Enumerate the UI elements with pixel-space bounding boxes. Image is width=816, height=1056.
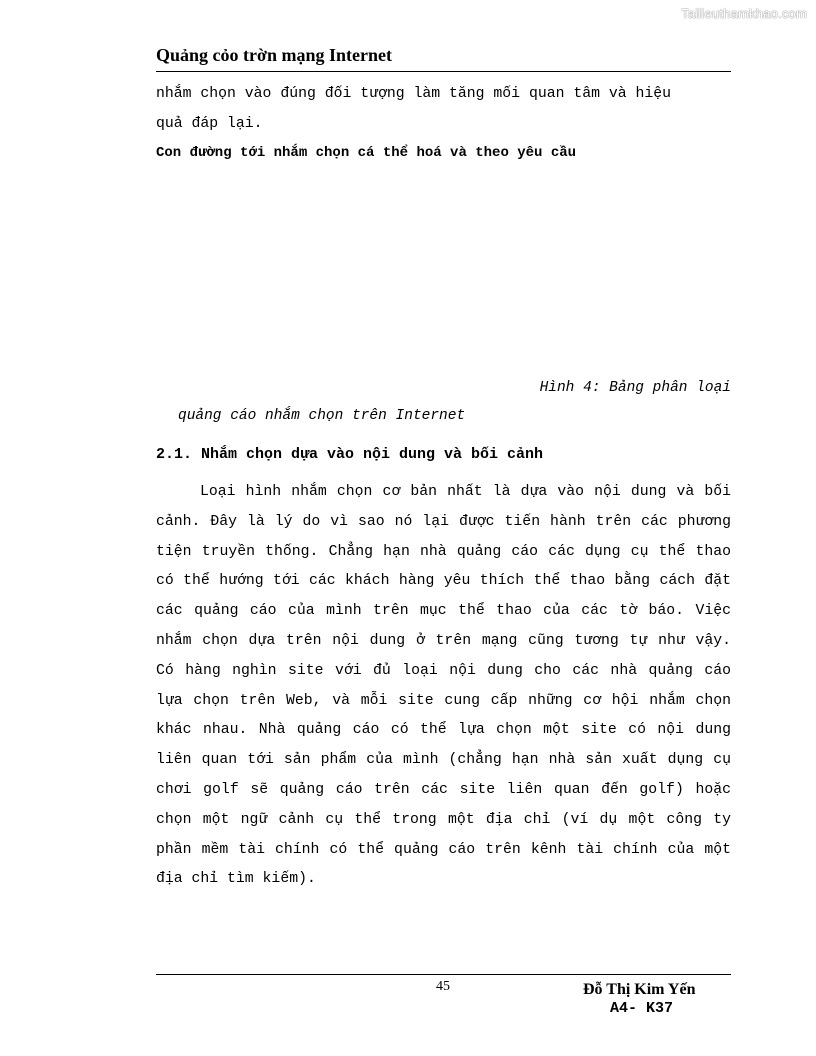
intro-line-2: quả đáp lại. xyxy=(156,115,263,132)
intro-line-1: nhắm chọn vào đúng đối tượng làm tăng mối quan tâm và hiệu xyxy=(156,86,672,102)
section-paragraph: Loại hình nhắm chọn cơ bản nhất là dựa vào nội dung và bối cảnh. Đây là lý do vì sao nó lại được tiến hành trên các phương tiện truyền thống. Chẳng hạn nhà quảng cáo các dụng cụ thể thao có thể hướng tới các khách hàng yêu thích thể thao bằng cách đặt các quảng cáo của mình trên mục thể thao của các tờ báo. Việc nhắm chọn dựa trên nội dung ở trên mạng cũng tương tự như vậy. Có hàng nghìn site với đủ loại nội dung cho các nhà quảng cáo lựa chọn trên Web, và mỗi site cung cấp những cơ hội nhắm chọn khác nhau. Nhà quảng cáo có thể lựa chọn một site có nội dung liên quan tới sản phẩm của mình (chẳng hạn nhà sản xuất dụng cụ chơi golf sẽ quảng cáo trên các site liên quan đến golf) hoặc chọn một ngữ cảnh cụ thể trong một địa chỉ (ví dụ một công ty phần mềm tài chính có thể quảng cáo trên kênh tài chính của một địa chỉ tìm kiếm). xyxy=(156,484,731,888)
page-number: 45 xyxy=(436,979,450,994)
subheading: Con đường tới nhắm chọn cá thể hoá và theo yêu cầu xyxy=(156,145,577,161)
footer-rule xyxy=(156,974,731,975)
figure-placeholder xyxy=(156,172,731,372)
header-rule xyxy=(156,71,731,72)
author-name: Đỗ Thị Kim Yến xyxy=(583,981,696,998)
page-header-title: Quảng cỏo trờn mạng Internet xyxy=(156,45,392,65)
class-code: A4- K37 xyxy=(610,1000,674,1017)
watermark: Tailieuthamkhao.com xyxy=(681,6,807,21)
intro-paragraph xyxy=(156,80,731,140)
section-title: 2.1. Nhắm chọn dựa vào nội dung và bối cảnh xyxy=(156,446,544,463)
figure-caption-line-2: quảng cáo nhắm chọn trên Internet xyxy=(178,408,466,424)
figure-caption-line-1: Hình 4: Bảng phân loại xyxy=(539,380,731,396)
